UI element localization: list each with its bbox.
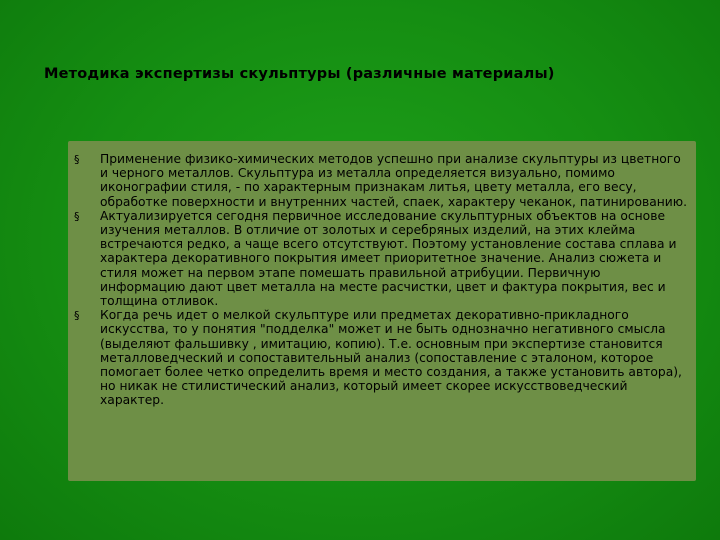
square-bullet-icon: § [74, 209, 80, 223]
bullet-item [74, 152, 688, 209]
square-bullet-icon: § [74, 153, 80, 166]
bullet-item [74, 308, 688, 407]
bullet-text: Когда речь идет о мелкой скульптуре или предметах декоративно-прикладного искусства, то у понятия "подделка" может и не быть однозначно негативного смысла (выделяют фальшивку , имитацию, копию). Т.е. основным при экспертизе становится металловедческий и сопоставительный анализ (сопоставление с эталоном, которое помогает более четко определить время и место создания, а также установить автора), но никак не стилистический анализ, который имеет скорее искусствоведческий характер. [100, 308, 682, 408]
bullet-text: Актуализируется сегодня первичное исследование скульптурных объектов на основе изучения металлов. В отличие от золотых и серебряных изделий, на этих клейма встречаются редко, а чаще всего отсутствуют. Поэтому установление состава сплава и характера декоративного покрытия имеет приоритетное значение. Анализ сюжета и стиля может на первом этапе помешать правильной атрибуции. Первичную информацию дают цвет металла на месте расчистки, цвет и фактура покрытия, вес и толщина отливок. [100, 208, 677, 309]
bullet-text: Применение физико-химических методов успешно при анализе скульптуры из цветного и черного металлов. Скульптура из металла определяется визуально, помимо иконографии стиля, - по характерным признакам литья, цвету металла, его весу, обработке поверхности и внутренних частей, спаек, характеру чеканок, патинированию. [100, 152, 688, 209]
bullet-item [74, 209, 688, 308]
slide-title: Методика экспертизы скульптуры (различные материалы) [44, 66, 555, 82]
bullet-list [74, 152, 688, 408]
square-bullet-icon: § [74, 309, 80, 323]
